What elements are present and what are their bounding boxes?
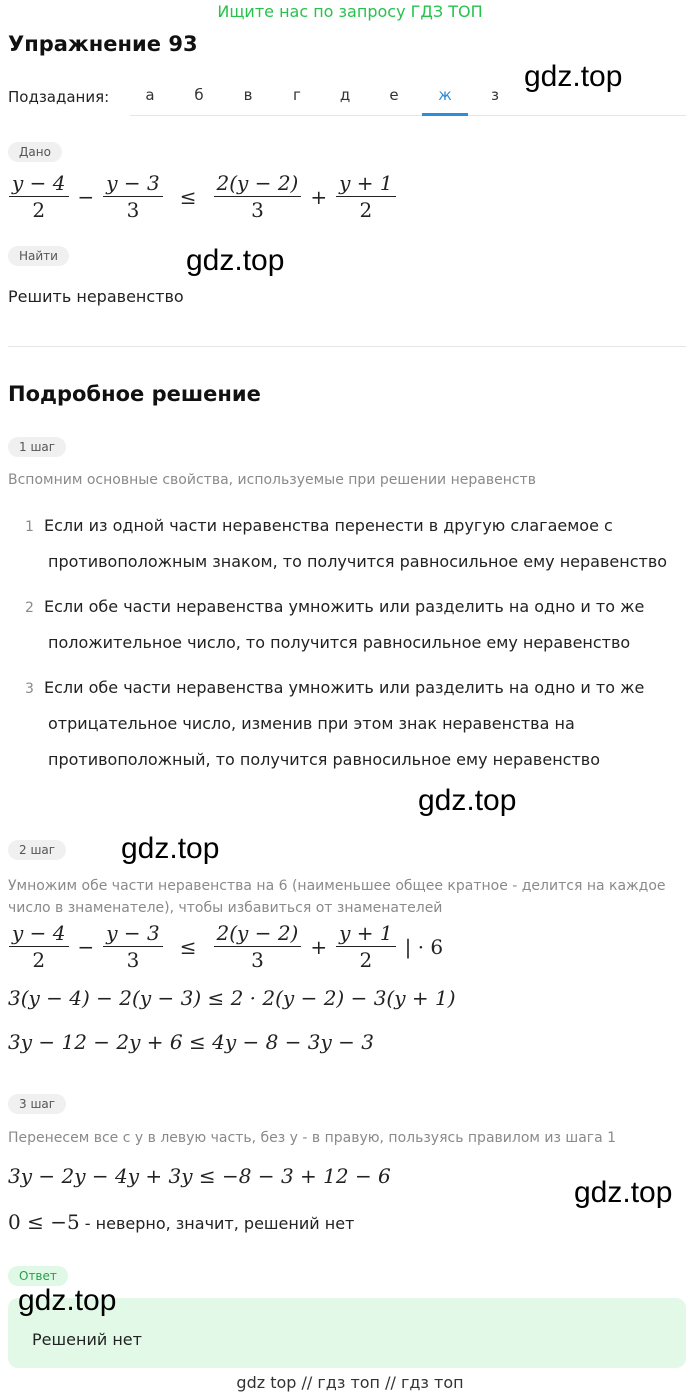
step-3-line-2: 0 ≤ −5 - неверно, значит, решений нет	[8, 1210, 355, 1234]
footer-links[interactable]: gdz top // гдз топ // гдз топ	[236, 1373, 464, 1392]
answer-label: Ответ	[8, 1266, 68, 1286]
rule-3-text: Если обе части неравенства умножить или разделить на одно и то же отрицательное число, изменив при этом знак неравенства на противоположный, то получится равносильное ему неравенство	[44, 678, 645, 769]
step-2-line-2: 3(y − 4) − 2(y − 3) ≤ 2 · 2(y − 2) − 3(y + 1)	[8, 986, 456, 1010]
answer-text: Решений нет	[32, 1330, 142, 1349]
watermark: gdz.top	[18, 1284, 117, 1317]
tab-b[interactable]: б	[194, 86, 204, 104]
tab-z[interactable]: з	[491, 86, 499, 104]
find-text: Решить неравенство	[8, 287, 184, 306]
tab-d[interactable]: д	[339, 86, 351, 104]
given-inequality: $\frac{y - 4}{2}$ − $\frac{y - 3}{3}$ ≤ $\frac{2(y - 2)}{3}$ + $\frac{y + 1}{2}$	[6, 172, 399, 221]
multiplier: | · 6	[404, 934, 444, 959]
step-3-line-1: 3y − 2y − 4y + 3y ≤ −8 − 3 + 12 − 6	[8, 1164, 391, 1188]
tab-a[interactable]: а	[145, 86, 155, 104]
step-3-label: 3 шаг	[8, 1094, 66, 1114]
step-2-line-3: 3y − 12 − 2y + 6 ≤ 4y − 8 − 3y − 3	[8, 1030, 375, 1054]
step-2-label: 2 шаг	[8, 840, 66, 860]
watermark: gdz.top	[186, 244, 285, 277]
find-label: Найти	[8, 246, 69, 266]
rule-1-text: Если из одной части неравенства перенести в другую слагаемое с противоположным знаком, то получится равносильное ему неравенство	[44, 516, 668, 571]
subtasks-label: Подзадания:	[8, 88, 110, 106]
tabs-divider	[130, 115, 686, 116]
rule-number: 1	[25, 519, 34, 535]
solution-title: Подробное решение	[8, 382, 261, 406]
watermark: gdz.top	[524, 60, 623, 93]
tab-e[interactable]: е	[389, 86, 399, 104]
rule-number: 3	[25, 681, 34, 697]
active-tab-indicator	[422, 113, 468, 116]
watermark: gdz.top	[121, 832, 220, 865]
tab-g[interactable]: г	[293, 86, 301, 104]
step-1-intro: Вспомним основные свойства, используемые при решении неравенств	[8, 472, 536, 488]
divider	[8, 346, 686, 347]
step-2-inequality: $\frac{y - 4}{2}$ − $\frac{y - 3}{3}$ ≤ $\frac{2(y - 2)}{3}$ + $\frac{y + 1}{2}$ | · 6	[6, 922, 449, 971]
tab-v[interactable]: в	[243, 86, 253, 104]
watermark: gdz.top	[574, 1176, 673, 1209]
step-1-label: 1 шаг	[8, 437, 66, 457]
step-3-intro: Перенесем все с y в левую часть, без y - в правую, пользуясь правилом из шага 1	[8, 1130, 617, 1146]
rule-number: 2	[25, 600, 34, 616]
given-label: Дано	[8, 142, 62, 162]
rule-2-text: Если обе части неравенства умножить или разделить на одно и то же положительное число, то получится равносильное ему неравенство	[44, 597, 645, 652]
watermark: gdz.top	[418, 784, 517, 817]
page-title: Упражнение 93	[8, 32, 198, 56]
tab-zh[interactable]: ж	[438, 86, 452, 104]
search-banner: Ищите нас по запросу ГДЗ ТОП	[217, 2, 483, 21]
step-2-intro: Умножим обе части неравенства на 6 (наименьшее общее кратное - делится на каждое число в знаменателе), чтобы избавиться от знаменателей	[8, 878, 666, 916]
